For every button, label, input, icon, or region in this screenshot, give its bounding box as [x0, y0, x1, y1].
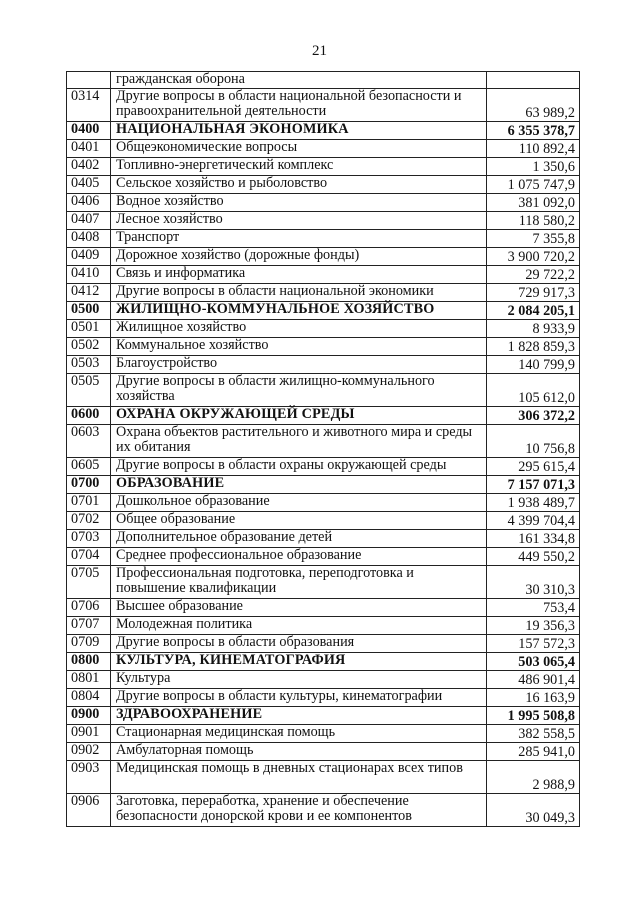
row-name: Благоустройство: [111, 356, 487, 374]
table-row: [67, 158, 580, 176]
row-amount: 486 901,4: [487, 671, 580, 689]
row-code: 0505: [67, 374, 111, 407]
row-amount: 110 892,4: [487, 140, 580, 158]
row-name: КУЛЬТУРА, КИНЕМАТОГРАФИЯ: [111, 653, 487, 671]
row-amount: 4 399 704,4: [487, 512, 580, 530]
table-row: [67, 635, 580, 653]
row-name: Высшее образование: [111, 599, 487, 617]
row-amount: [487, 72, 580, 89]
section-row: [67, 476, 580, 494]
row-code: [67, 72, 111, 89]
row-name: Дошкольное образование: [111, 494, 487, 512]
row-name: Культура: [111, 671, 487, 689]
row-amount: 16 163,9: [487, 689, 580, 707]
row-amount: 1 350,6: [487, 158, 580, 176]
row-name: Транспорт: [111, 230, 487, 248]
table-row: [67, 320, 580, 338]
row-code: 0412: [67, 284, 111, 302]
row-name: Амбулаторная помощь: [111, 743, 487, 761]
row-amount: 157 572,3: [487, 635, 580, 653]
table-row: [67, 794, 580, 827]
row-amount: 140 799,9: [487, 356, 580, 374]
table-row: [67, 338, 580, 356]
table-row: [67, 671, 580, 689]
row-code: 0503: [67, 356, 111, 374]
row-amount: 7 355,8: [487, 230, 580, 248]
table-row: [67, 548, 580, 566]
table-row: [67, 617, 580, 635]
table-row: [67, 356, 580, 374]
table-row: [67, 248, 580, 266]
row-amount: 63 989,2: [487, 89, 580, 122]
page-number: 21: [312, 43, 327, 59]
table-row: [67, 689, 580, 707]
row-code: 0500: [67, 302, 111, 320]
row-name: Другие вопросы в области национальной экономики: [111, 284, 487, 302]
row-name: Дополнительное образование детей: [111, 530, 487, 548]
table-row: [67, 374, 580, 407]
row-name: Другие вопросы в области охраны окружающей среды: [111, 458, 487, 476]
table-row: [67, 725, 580, 743]
row-amount: 2 988,9: [487, 761, 580, 794]
row-code: 0903: [67, 761, 111, 794]
row-name: Профессиональная подготовка, переподготовка и повышение квалификации: [111, 566, 487, 599]
section-row: [67, 653, 580, 671]
row-amount: 2 084 205,1: [487, 302, 580, 320]
row-code: 0502: [67, 338, 111, 356]
row-name: Стационарная медицинская помощь: [111, 725, 487, 743]
row-amount: 8 933,9: [487, 320, 580, 338]
row-amount: 3 900 720,2: [487, 248, 580, 266]
row-amount: 295 615,4: [487, 458, 580, 476]
row-name: Другие вопросы в области образования: [111, 635, 487, 653]
row-code: 0706: [67, 599, 111, 617]
row-code: 0402: [67, 158, 111, 176]
row-name: НАЦИОНАЛЬНАЯ ЭКОНОМИКА: [111, 122, 487, 140]
row-name: Жилищное хозяйство: [111, 320, 487, 338]
row-amount: 503 065,4: [487, 653, 580, 671]
row-amount: 30 310,3: [487, 566, 580, 599]
row-name: Дорожное хозяйство (дорожные фонды): [111, 248, 487, 266]
table-row: [67, 512, 580, 530]
row-code: 0700: [67, 476, 111, 494]
row-code: 0906: [67, 794, 111, 827]
row-name: ОБРАЗОВАНИЕ: [111, 476, 487, 494]
table-row: [67, 194, 580, 212]
table-body: [67, 72, 580, 827]
row-name: Коммунальное хозяйство: [111, 338, 487, 356]
table-row: [67, 530, 580, 548]
row-amount: 1 938 489,7: [487, 494, 580, 512]
row-code: 0705: [67, 566, 111, 599]
table-row: [67, 72, 580, 89]
row-amount: 753,4: [487, 599, 580, 617]
table-row: [67, 284, 580, 302]
table-row: [67, 140, 580, 158]
row-name: Общеэкономические вопросы: [111, 140, 487, 158]
row-code: 0801: [67, 671, 111, 689]
row-code: 0902: [67, 743, 111, 761]
row-amount: 306 372,2: [487, 407, 580, 425]
row-code: 0400: [67, 122, 111, 140]
row-name: Общее образование: [111, 512, 487, 530]
row-code: 0701: [67, 494, 111, 512]
row-name: ЖИЛИЩНО-КОММУНАЛЬНОЕ ХОЗЯЙСТВО: [111, 302, 487, 320]
table-row: [67, 566, 580, 599]
row-amount: 7 157 071,3: [487, 476, 580, 494]
table-row: [67, 761, 580, 794]
row-code: 0409: [67, 248, 111, 266]
table-row: [67, 425, 580, 458]
section-row: [67, 302, 580, 320]
row-code: 0709: [67, 635, 111, 653]
section-row: [67, 707, 580, 725]
row-code: 0703: [67, 530, 111, 548]
row-amount: 449 550,2: [487, 548, 580, 566]
row-code: 0603: [67, 425, 111, 458]
row-name: Заготовка, переработка, хранение и обеспечение безопасности донорской крови и ее компонентов: [111, 794, 487, 827]
row-amount: 382 558,5: [487, 725, 580, 743]
row-name: ОХРАНА ОКРУЖАЮЩЕЙ СРЕДЫ: [111, 407, 487, 425]
row-name: Другие вопросы в области жилищно-коммунального хозяйства: [111, 374, 487, 407]
row-name: Сельское хозяйство и рыболовство: [111, 176, 487, 194]
table-row: [67, 743, 580, 761]
row-amount: 105 612,0: [487, 374, 580, 407]
row-amount: 1 995 508,8: [487, 707, 580, 725]
row-code: 0600: [67, 407, 111, 425]
row-amount: 29 722,2: [487, 266, 580, 284]
row-name: Молодежная политика: [111, 617, 487, 635]
row-name: Охрана объектов растительного и животного мира и среды их обитания: [111, 425, 487, 458]
row-name: гражданская оборона: [111, 72, 487, 89]
row-amount: 1 828 859,3: [487, 338, 580, 356]
table-row: [67, 458, 580, 476]
row-code: 0605: [67, 458, 111, 476]
table-row: [67, 212, 580, 230]
row-code: 0901: [67, 725, 111, 743]
row-code: 0704: [67, 548, 111, 566]
row-code: 0501: [67, 320, 111, 338]
row-code: 0405: [67, 176, 111, 194]
row-code: 0804: [67, 689, 111, 707]
row-code: 0314: [67, 89, 111, 122]
budget-table: [66, 71, 580, 827]
row-code: 0800: [67, 653, 111, 671]
row-code: 0410: [67, 266, 111, 284]
section-row: [67, 407, 580, 425]
row-amount: 30 049,3: [487, 794, 580, 827]
row-amount: 19 356,3: [487, 617, 580, 635]
row-name: Водное хозяйство: [111, 194, 487, 212]
row-code: 0401: [67, 140, 111, 158]
row-amount: 381 092,0: [487, 194, 580, 212]
row-name: Другие вопросы в области культуры, кинематографии: [111, 689, 487, 707]
table-row: [67, 89, 580, 122]
row-amount: 118 580,2: [487, 212, 580, 230]
table-row: [67, 494, 580, 512]
row-code: 0900: [67, 707, 111, 725]
row-code: 0702: [67, 512, 111, 530]
row-name: Медицинская помощь в дневных стационарах всех типов: [111, 761, 487, 794]
row-code: 0408: [67, 230, 111, 248]
row-code: 0407: [67, 212, 111, 230]
row-amount: 729 917,3: [487, 284, 580, 302]
table-row: [67, 266, 580, 284]
row-amount: 10 756,8: [487, 425, 580, 458]
row-amount: 285 941,0: [487, 743, 580, 761]
row-name: Топливно-энергетический комплекс: [111, 158, 487, 176]
section-row: [67, 122, 580, 140]
table-row: [67, 176, 580, 194]
table-row: [67, 599, 580, 617]
row-code: 0406: [67, 194, 111, 212]
row-name: Среднее профессиональное образование: [111, 548, 487, 566]
row-amount: 161 334,8: [487, 530, 580, 548]
row-amount: 6 355 378,7: [487, 122, 580, 140]
row-name: ЗДРАВООХРАНЕНИЕ: [111, 707, 487, 725]
row-amount: 1 075 747,9: [487, 176, 580, 194]
row-name: Связь и информатика: [111, 266, 487, 284]
table-row: [67, 230, 580, 248]
row-name: Лесное хозяйство: [111, 212, 487, 230]
row-code: 0707: [67, 617, 111, 635]
row-name: Другие вопросы в области национальной безопасности и правоохранительной деятельности: [111, 89, 487, 122]
